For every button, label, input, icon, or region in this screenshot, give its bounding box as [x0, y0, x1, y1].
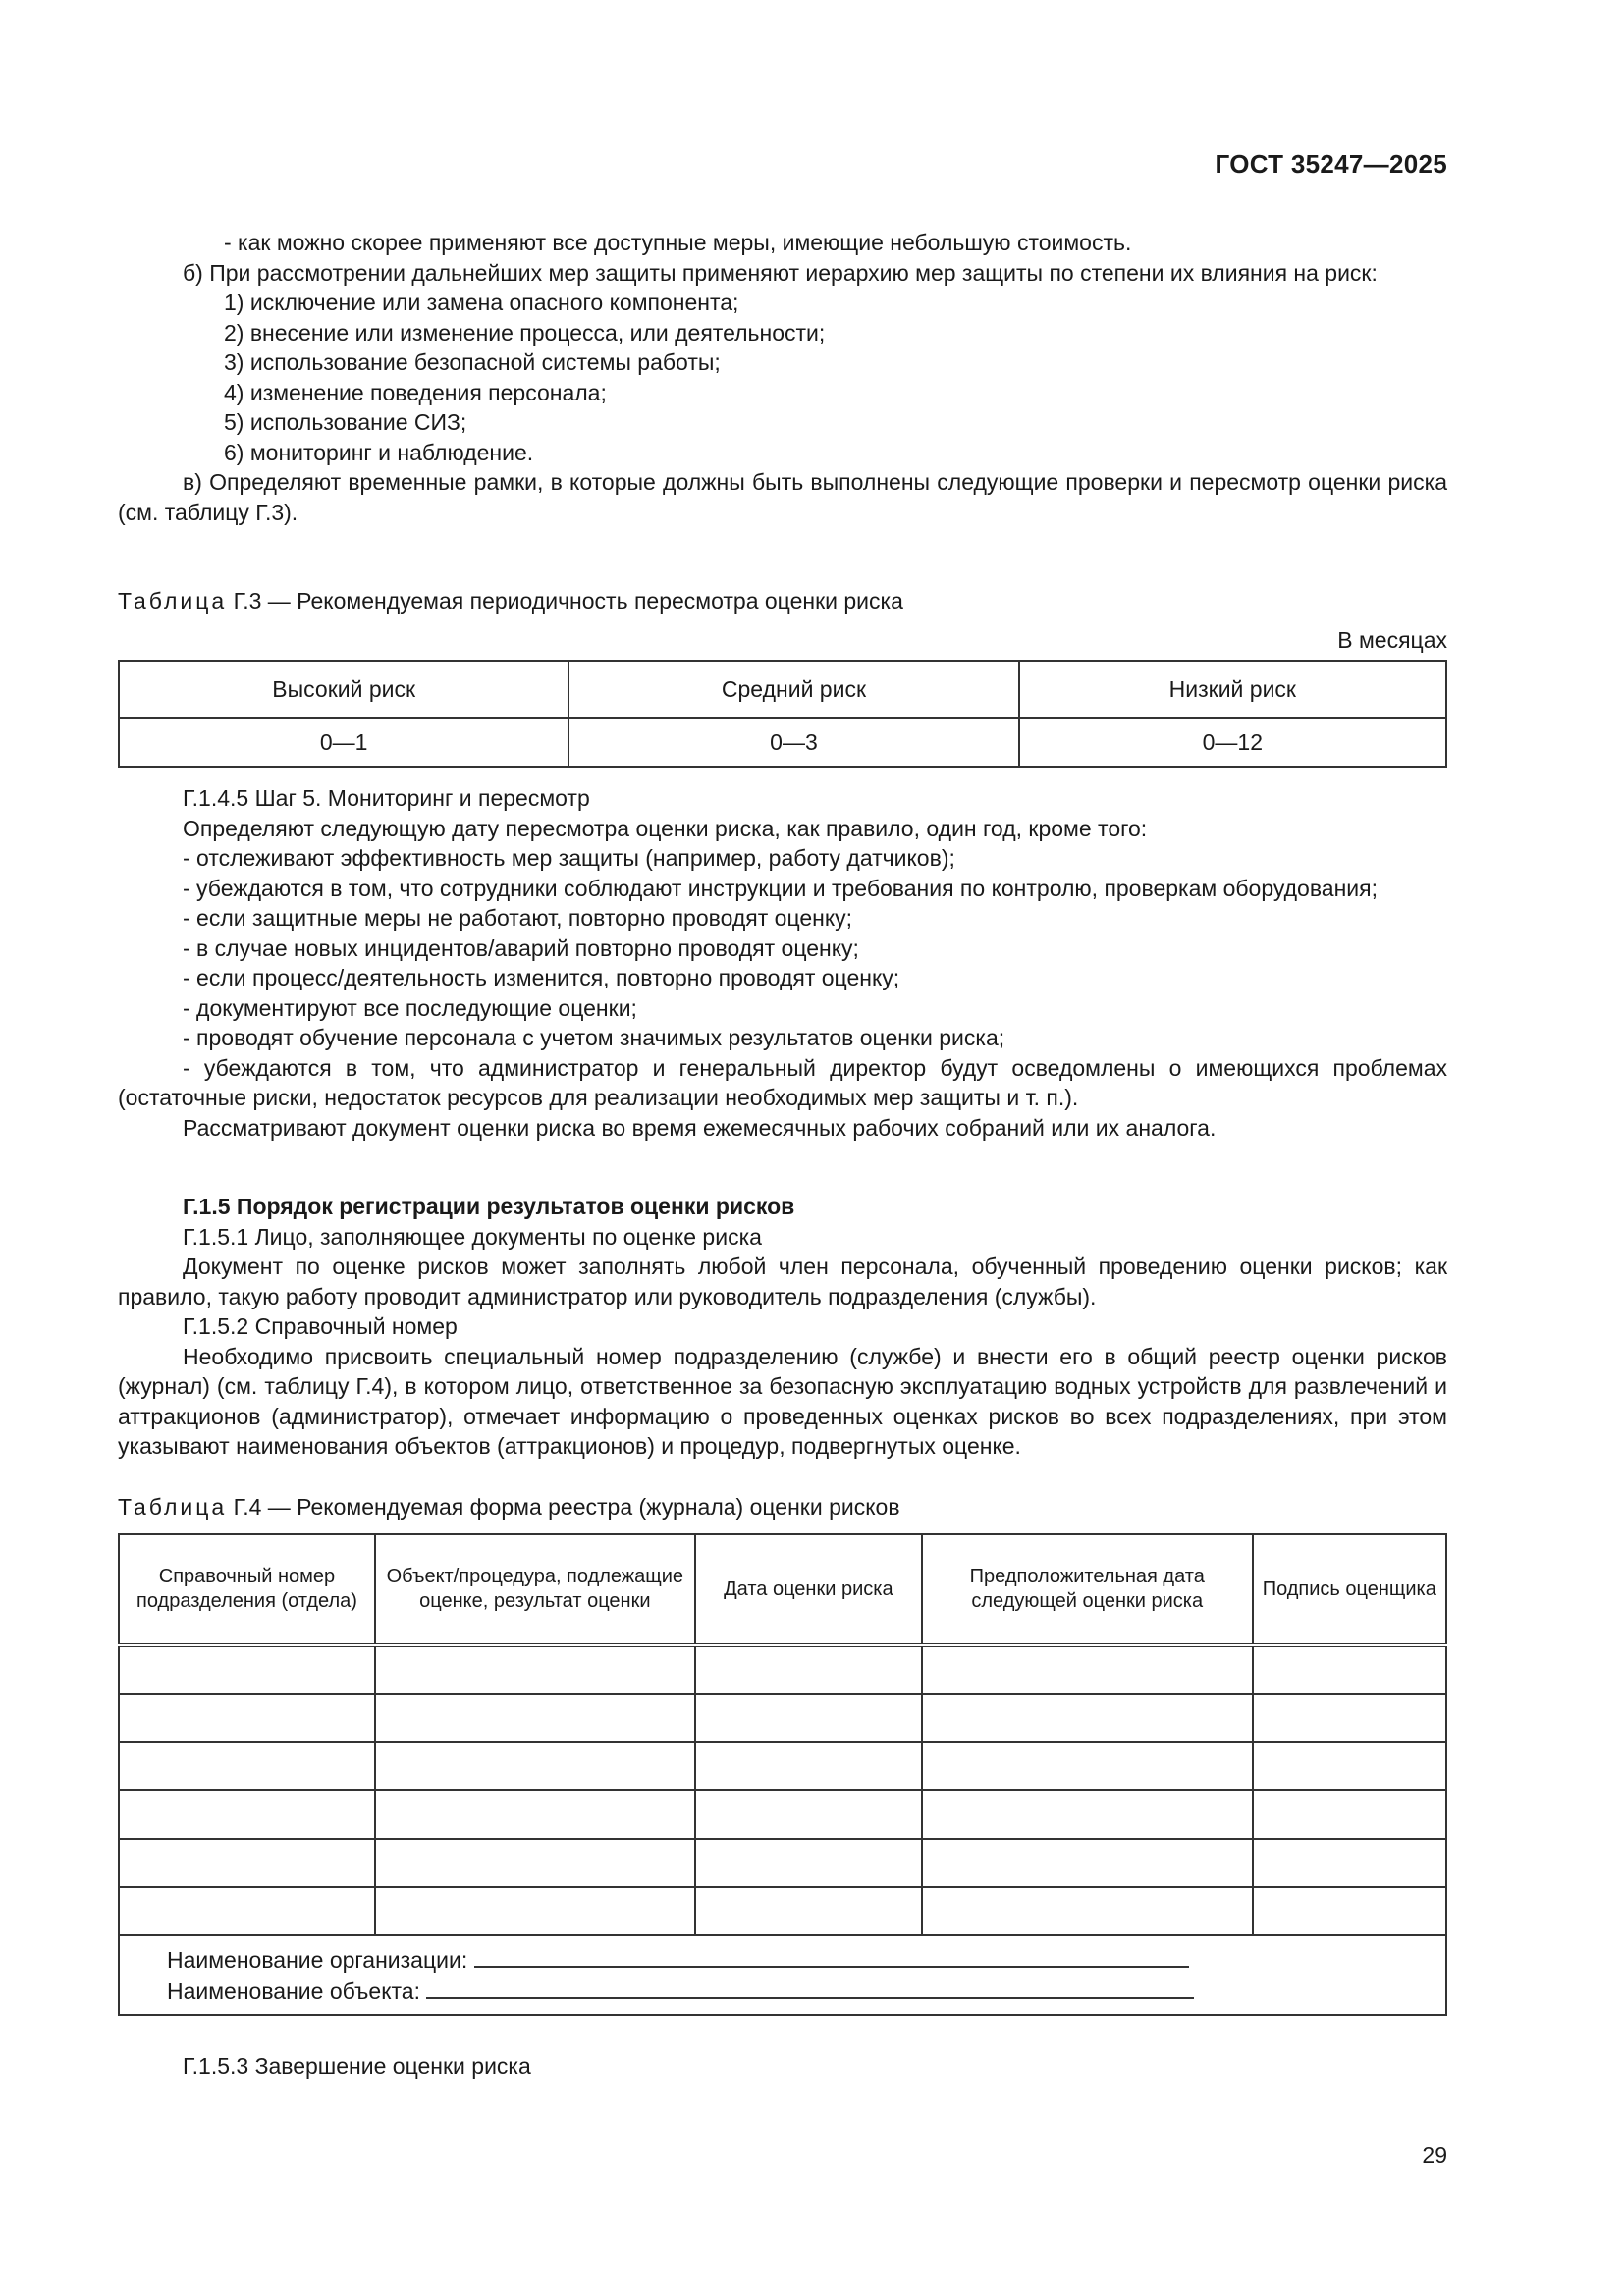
- table-cell[interactable]: [375, 1839, 695, 1887]
- table-cell[interactable]: [1253, 1694, 1446, 1742]
- table-cell[interactable]: [1253, 1645, 1446, 1694]
- caption-prefix: Таблица: [118, 1494, 228, 1520]
- hierarchy-item: 6) мониторинг и наблюдение.: [224, 439, 534, 465]
- step5-block: [118, 783, 1447, 1143]
- subsection-title: Г.1.5.3 Завершение оценки риска: [183, 2054, 531, 2079]
- table-cell[interactable]: [1253, 1887, 1446, 1935]
- table-footer: [119, 1935, 1446, 2015]
- table-g4: [118, 1533, 1447, 2016]
- header-cell: Низкий риск: [1019, 661, 1446, 718]
- table-row: [119, 1742, 1446, 1790]
- subsection-title: Г.1.5.2 Справочный номер: [183, 1313, 458, 1339]
- table-row: [119, 1645, 1446, 1694]
- table-cell[interactable]: [1253, 1790, 1446, 1839]
- table-cell[interactable]: [119, 1839, 375, 1887]
- item-b: б) При рассмотрении дальнейших мер защиты применяют иерархию мер защиты по степени их влияния на риск:: [183, 259, 1378, 286]
- table-header-row: [119, 1534, 1446, 1645]
- object-name-line: [167, 1975, 1439, 2005]
- table-header-row: [119, 661, 1446, 718]
- object-name-label: Наименование объекта:: [167, 1978, 420, 2003]
- table-footer-row: [119, 1935, 1446, 2015]
- table-g4-caption: [118, 1492, 1447, 1522]
- table-cell[interactable]: [695, 1645, 922, 1694]
- document-page: [118, 0, 1447, 2296]
- table-cell[interactable]: [119, 1742, 375, 1790]
- table-cell[interactable]: [119, 1694, 375, 1742]
- header-cell: Объект/процедура, подлежащие оценке, результат оценки: [375, 1534, 695, 1645]
- hierarchy-list: [118, 288, 1447, 467]
- table-cell[interactable]: [375, 1645, 695, 1694]
- table-cell[interactable]: [1253, 1839, 1446, 1887]
- table-cell: 0—1: [119, 718, 568, 767]
- table-cell[interactable]: [375, 1742, 695, 1790]
- table-g3: [118, 660, 1447, 768]
- header-cell: Дата оценки риска: [695, 1534, 922, 1645]
- page-number: 29: [1422, 2142, 1447, 2167]
- table-g3-unit: В месяцах: [1337, 627, 1447, 653]
- step5-item: - убеждаются в том, что сотрудники соблюдают инструкции и требования по контролю, проверкам оборудования;: [183, 875, 1378, 901]
- table-cell[interactable]: [375, 1694, 695, 1742]
- caption-text: Г.3 — Рекомендуемая периодичность пересмотра оценки риска: [227, 588, 903, 614]
- table-cell[interactable]: [119, 1645, 375, 1694]
- table-cell[interactable]: [695, 1839, 922, 1887]
- header-cell: Средний риск: [568, 661, 1018, 718]
- header-cell: Предположительная дата следующей оценки риска: [922, 1534, 1253, 1645]
- step5-item: - документируют все последующие оценки;: [183, 994, 637, 1021]
- table-cell: 0—12: [1019, 718, 1446, 767]
- step5-item: - отслеживают эффективность мер защиты (например, работу датчиков);: [183, 845, 955, 871]
- table-cell[interactable]: [922, 1742, 1253, 1790]
- table-cell[interactable]: [1253, 1742, 1446, 1790]
- table-cell[interactable]: [922, 1694, 1253, 1742]
- hierarchy-item: 2) внесение или изменение процесса, или деятельности;: [224, 319, 826, 346]
- step5-item: - проводят обучение персонала с учетом значимых результатов оценки риска;: [183, 1025, 1005, 1050]
- table-cell[interactable]: [922, 1839, 1253, 1887]
- step5-lead: Определяют следующую дату пересмотра оценки риска, как правило, один год, кроме того:: [183, 815, 1148, 841]
- step5-item: - если защитные меры не работают, повторно проводят оценку;: [183, 905, 853, 931]
- table-row: [119, 1839, 1446, 1887]
- table-cell[interactable]: [695, 1790, 922, 1839]
- step5-item: - если процесс/деятельность изменится, повторно проводят оценку;: [183, 965, 900, 990]
- step5-item: - в случае новых инцидентов/аварий повторно проводят оценку;: [183, 934, 859, 961]
- caption-text: Г.4 — Рекомендуемая форма реестра (журнала) оценки рисков: [227, 1494, 900, 1520]
- table-row: [119, 1887, 1446, 1935]
- table-cell[interactable]: [119, 1790, 375, 1839]
- intro-block: [118, 228, 1447, 527]
- dash-line: - как можно скорее применяют все доступные меры, имеющие небольшую стоимость.: [224, 230, 1132, 255]
- table-cell: 0—3: [568, 718, 1018, 767]
- table-row: [119, 1790, 1446, 1839]
- table-g3-caption: [118, 586, 1447, 616]
- table-cell[interactable]: [922, 1645, 1253, 1694]
- header-cell: Высокий риск: [119, 661, 568, 718]
- table-cell[interactable]: [375, 1790, 695, 1839]
- table-cell[interactable]: [695, 1694, 922, 1742]
- table-cell[interactable]: [695, 1742, 922, 1790]
- hierarchy-item: 4) изменение поведения персонала;: [224, 379, 607, 405]
- section-g15: [118, 1192, 1447, 1462]
- table-cell[interactable]: [695, 1887, 922, 1935]
- table-cell[interactable]: [119, 1887, 375, 1935]
- section-heading: Г.1.5 Порядок регистрации результатов оценки рисков: [183, 1194, 795, 1219]
- hierarchy-item: 3) использование безопасной системы работы;: [224, 349, 721, 375]
- subsection-text: Документ по оценке рисков может заполнять любой член персонала, обученный проведению оценки рисков; как правило, такую работу проводит администратор или руководитель подразделения (службы).: [118, 1254, 1447, 1309]
- item-v: в) Определяют временные рамки, в которые должны быть выполнены следующие проверки и пересмотр оценки риска (см. таблицу Г.3).: [118, 469, 1447, 525]
- hierarchy-item: 5) использование СИЗ;: [224, 409, 467, 435]
- caption-prefix: Таблица: [118, 588, 228, 614]
- subsection-title: Г.1.5.1 Лицо, заполняющее документы по оценке риска: [183, 1223, 762, 1250]
- header-cell: Справочный номер подразделения (отдела): [119, 1534, 375, 1645]
- subsection-text: Необходимо присвоить специальный номер подразделению (службе) и внести его в общий реестр оценки рисков (журнал) (см. таблицу Г.4), в котором лицо, ответственное за безопасную эксплуатацию водных устройств для развлечений и аттракционов (администратор), отмечает информацию о проведенных оценках рисков во всех подразделениях, при этом указывают наименования объектов (аттракционов) и процедур, подвергнутых оценке.: [118, 1343, 1447, 1459]
- subsection-g153: [118, 2052, 1447, 2082]
- hierarchy-item: 1) исключение или замена опасного компонента;: [224, 290, 739, 315]
- step5-title: Г.1.4.5 Шаг 5. Мониторинг и пересмотр: [183, 785, 590, 811]
- table-row: [119, 718, 1446, 767]
- header-cell: Подпись оценщика: [1253, 1534, 1446, 1645]
- org-name-line: [167, 1945, 1439, 1975]
- table-cell[interactable]: [922, 1790, 1253, 1839]
- table-cell[interactable]: [922, 1887, 1253, 1935]
- org-name-label: Наименование организации:: [167, 1948, 468, 1973]
- table-row: [119, 1694, 1446, 1742]
- step5-closing: Рассматривают документ оценки риска во время ежемесячных рабочих собраний или их аналога.: [183, 1114, 1217, 1141]
- document-code: ГОСТ 35247—2025: [1215, 149, 1447, 179]
- org-name-blank[interactable]: [474, 1945, 1189, 1968]
- table-cell[interactable]: [375, 1887, 695, 1935]
- step5-item: - убеждаются в том, что администратор и генеральный директор будут осведомлены о имеющихся проблемах (остаточные риски, недостаток ресурсов для реализации необходимых мер защиты и т. п.).: [118, 1054, 1447, 1110]
- object-name-blank[interactable]: [426, 1975, 1194, 1999]
